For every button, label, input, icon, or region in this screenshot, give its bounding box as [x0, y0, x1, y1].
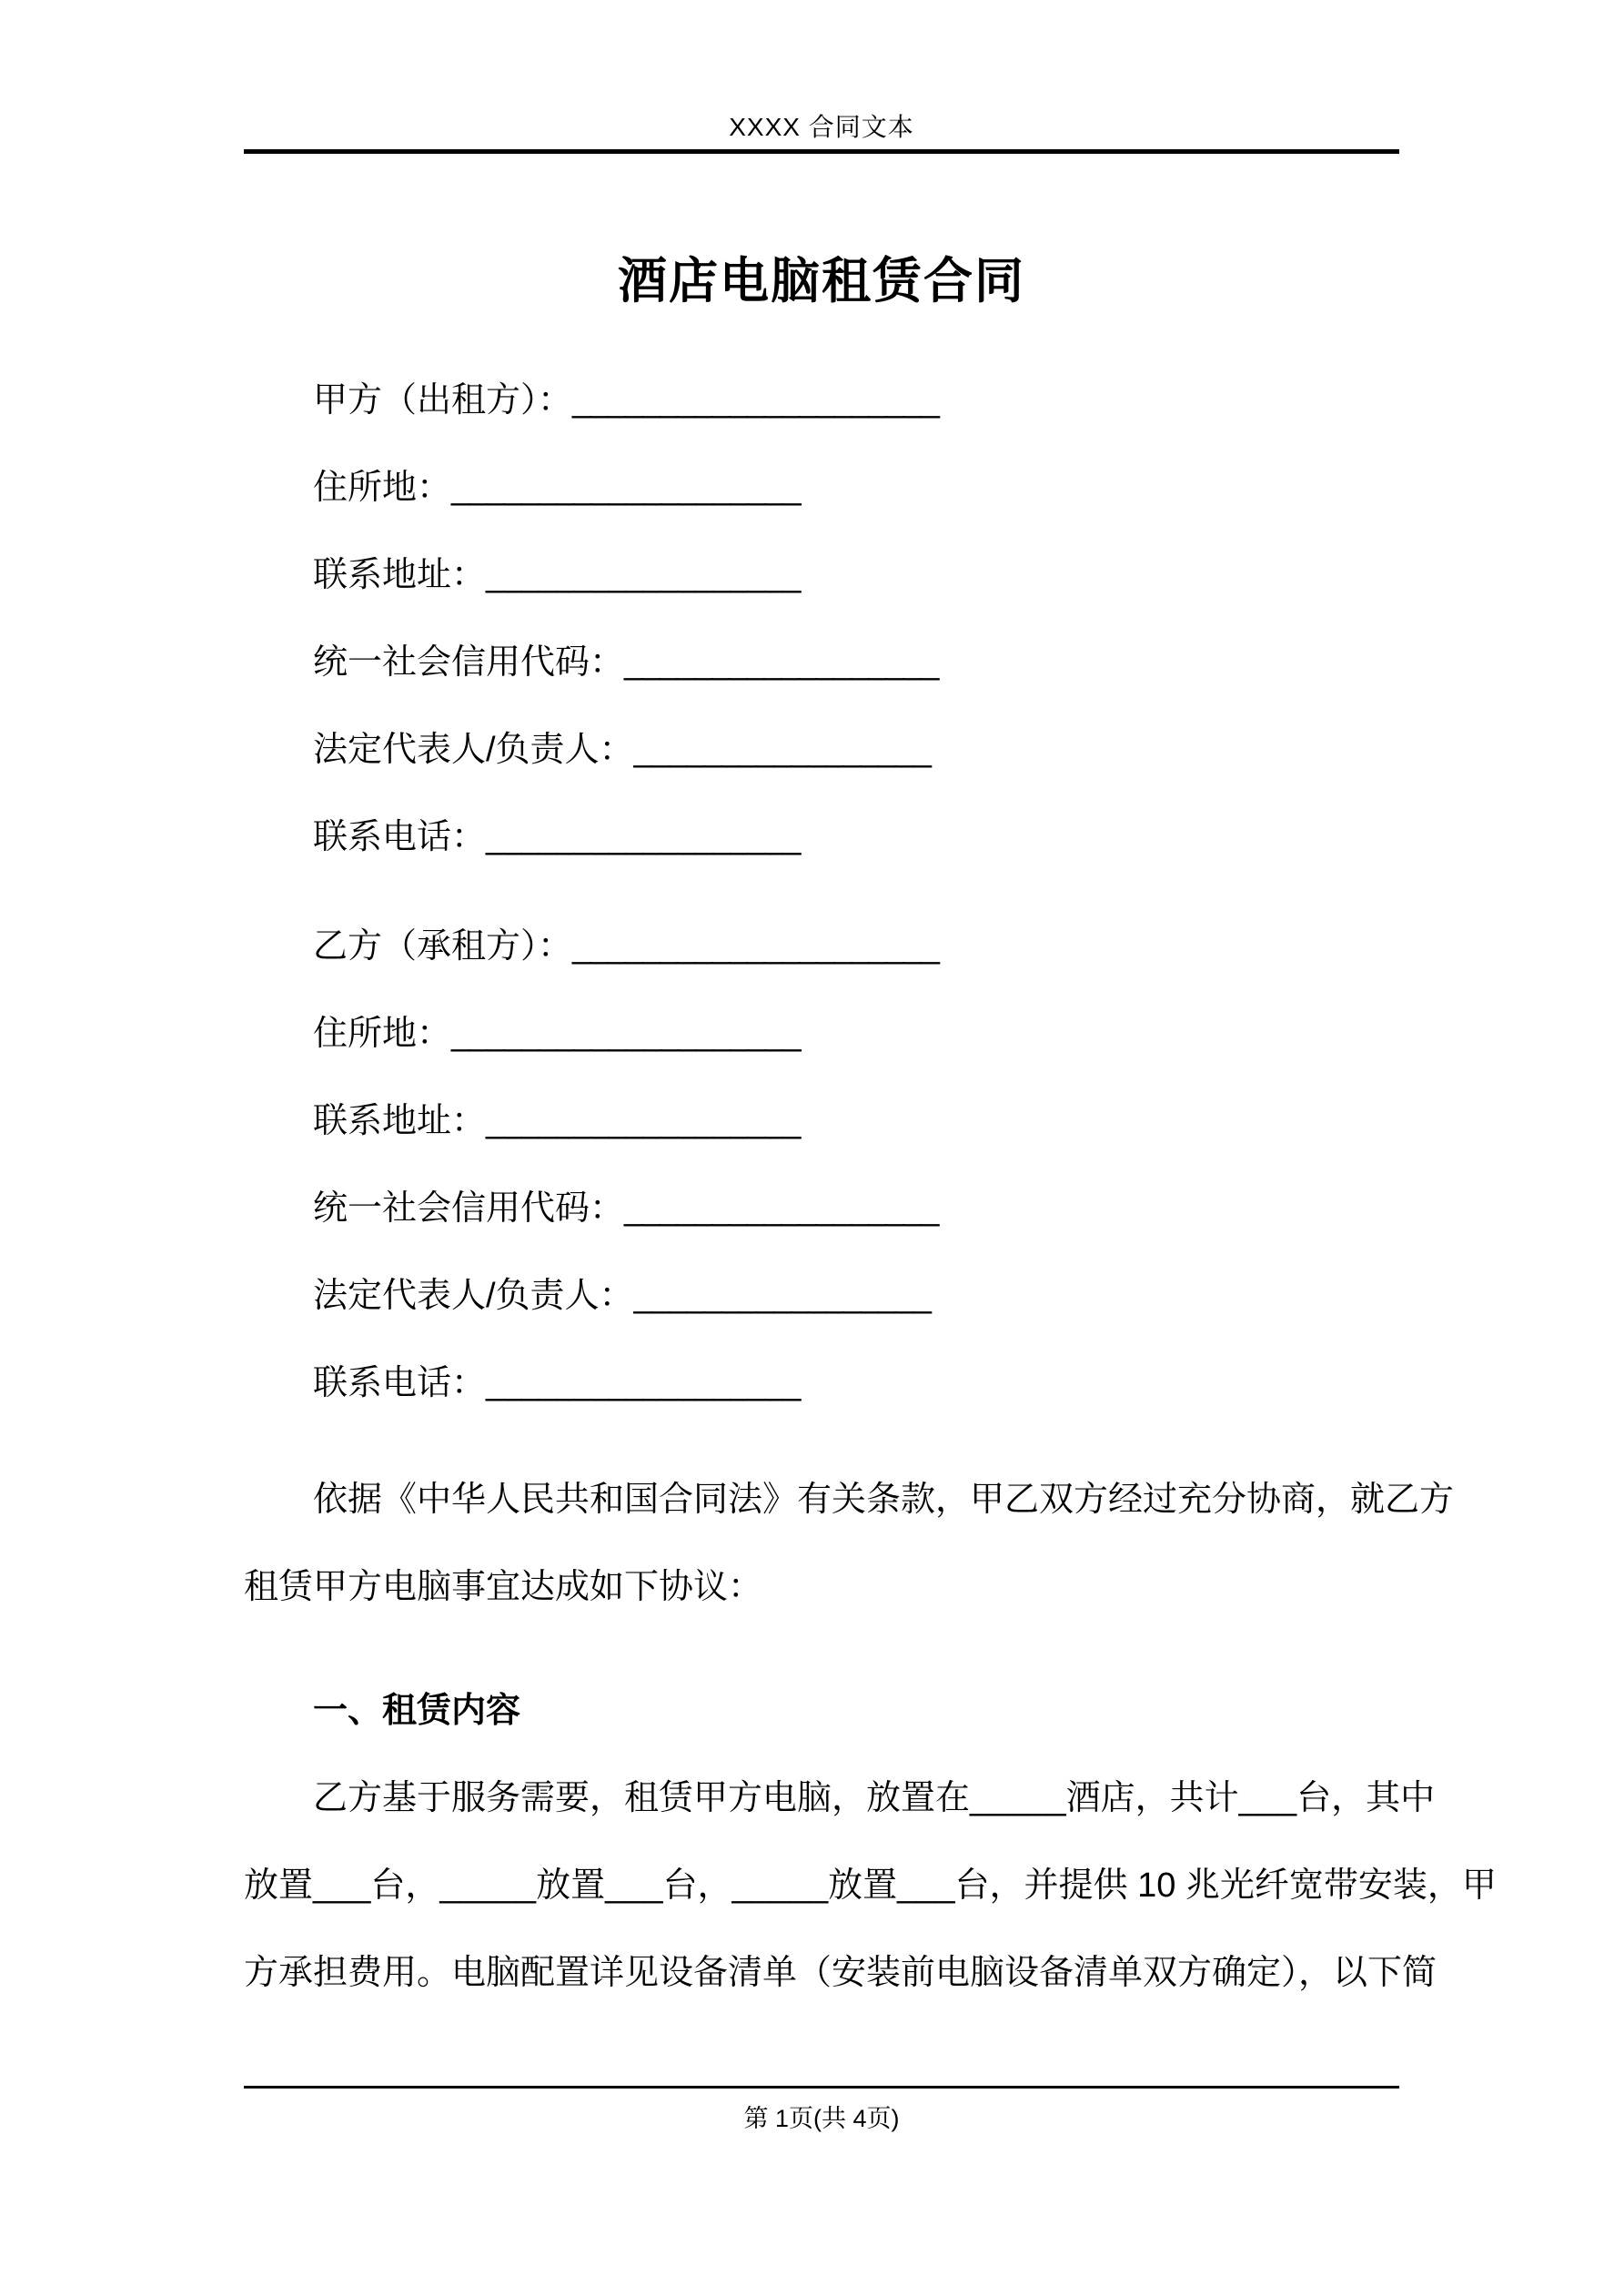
document-title: 酒店电脑租赁合同 [618, 254, 1025, 308]
document-body [244, 357, 1497, 2017]
party-a-block [244, 357, 1399, 881]
party-a-credit-code-blank: __________________ [624, 643, 938, 682]
party-a-address-line [244, 531, 1399, 619]
section-1-paragraph [244, 1755, 1497, 2017]
section-1-line-1: 乙方基于服务需要，租赁甲方电脑，放置在_____酒店，共计___台，其中 [313, 1779, 1436, 1817]
page-header [244, 0, 1399, 154]
party-a-name-label: 甲方（出租方）： [313, 381, 573, 420]
section-1-line-2: 放置___台，_____放置___台，_____放置___台，并提供 10 兆光纤宽带安装，甲 [244, 1866, 1497, 1905]
party-b-residence-line [244, 990, 1399, 1077]
party-a-residence-blank: ____________________ [451, 469, 800, 507]
party-b-residence-blank: ____________________ [451, 1015, 800, 1053]
party-a-residence-line [244, 444, 1399, 531]
party-b-phone-line [244, 1340, 1399, 1427]
party-b-representative-blank: _________________ [633, 1277, 930, 1315]
party-a-address-label: 联系地址： [313, 556, 487, 594]
party-a-credit-code-line [244, 619, 1399, 706]
page-footer [244, 2086, 1399, 2132]
party-b-representative-label: 法定代表人/负责人： [313, 1277, 634, 1315]
party-b-name-line [244, 903, 1399, 990]
preamble-line-2: 租赁甲方电脑事宜达成如下协议： [244, 1568, 763, 1606]
party-b-phone-blank: __________________ [486, 1364, 800, 1402]
party-b-name-blank: _____________________ [572, 927, 938, 966]
party-b-name-label: 乙方（承租方）： [313, 927, 573, 966]
party-b-block [244, 903, 1399, 1427]
party-b-credit-code-line [244, 1165, 1399, 1252]
party-a-phone-label: 联系电话： [313, 818, 487, 856]
preamble-paragraph [244, 1456, 1455, 1631]
section-1-heading: 一、租赁内容 [313, 1692, 521, 1730]
party-a-representative-blank: _________________ [633, 731, 930, 769]
section-1-line-3: 方承担费用。电脑配置详见设备清单（安装前电脑设备清单双方确定），以下简 [244, 1954, 1437, 1992]
party-a-phone-line [244, 794, 1399, 881]
party-a-address-blank: __________________ [486, 556, 800, 594]
party-a-credit-code-label: 统一社会信用代码： [313, 643, 625, 682]
party-b-address-label: 联系地址： [313, 1102, 487, 1140]
party-b-credit-code-label: 统一社会信用代码： [313, 1189, 625, 1228]
header-divider [244, 149, 1399, 154]
page-number: 第 1页(共 4页) [743, 2105, 900, 2132]
party-a-name-blank: _____________________ [572, 381, 938, 420]
party-b-phone-label: 联系电话： [313, 1364, 487, 1402]
party-b-residence-label: 住所地： [313, 1015, 452, 1053]
party-a-representative-label: 法定代表人/负责人： [313, 731, 634, 769]
party-a-phone-blank: __________________ [486, 818, 800, 856]
party-a-representative-line [244, 706, 1399, 794]
party-b-credit-code-blank: __________________ [624, 1189, 938, 1228]
header-title: XXXX 合同文本 [729, 113, 914, 141]
party-a-name-line [244, 357, 1399, 444]
preamble-line-1: 依据《中华人民共和国合同法》有关条款，甲乙双方经过充分协商，就乙方 [313, 1481, 1455, 1519]
party-a-residence-label: 住所地： [313, 469, 452, 507]
party-b-address-line [244, 1077, 1399, 1165]
party-b-representative-line [244, 1252, 1399, 1340]
party-b-address-blank: __________________ [486, 1102, 800, 1140]
